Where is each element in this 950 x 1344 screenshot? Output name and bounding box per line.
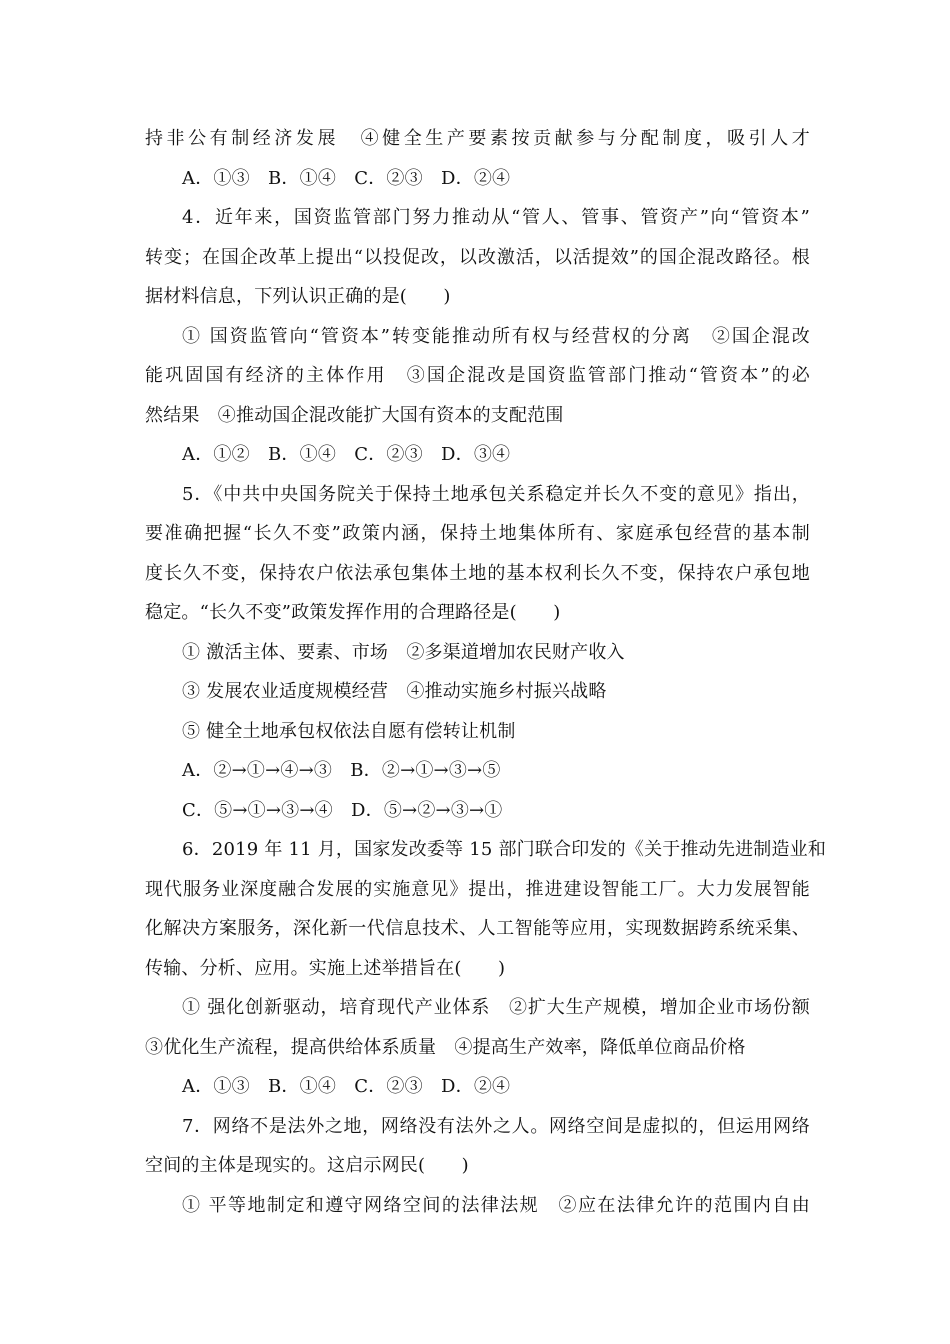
answer-options: A．①② B．①④ C．②③ D．③④ (182, 444, 511, 465)
question-7-stem: 7．网络不是法外之地，网络没有法外之人。网络空间是虚拟的，但运用网络 (182, 1116, 810, 1137)
statement-line: ③优化生产流程，提高供给体系质量 ④提高生产效率，降低单位商品价格 (145, 1037, 746, 1058)
statement-line: ⑤ 健全土地承包权依法自愿有偿转让机制 (182, 721, 516, 742)
answer-options: A．①③ B．①④ C．②③ D．②④ (182, 1076, 511, 1097)
text-line: 度长久不变，保持农户依法承包集体土地的基本权利长久不变，保持农户承包地 (145, 563, 810, 584)
text-line: 然结果 ④推动国企混改能扩大国有资本的支配范围 (145, 405, 564, 426)
text-line: 持非公有制经济发展 ④健全生产要素按贡献参与分配制度，吸引人才 (145, 128, 810, 149)
text-line: 稳定。“长久不变”政策发挥作用的合理路径是( ) (145, 602, 561, 623)
question-6-stem: 6．2019 年 11 月，国家发改委等 15 部门联合印发的《关于推动先进制造业和 (182, 839, 827, 860)
text-line: 据材料信息，下列认识正确的是( ) (145, 286, 451, 307)
answer-options: C．⑤→①→③→④ D．⑤→②→③→① (182, 800, 503, 821)
text-line: 转变；在国企改革上提出“以投促改，以改激活，以活提效”的国企混改路径。根 (145, 247, 810, 268)
question-4-stem: 4．近年来，国资监管部门努力推动从“管人、管事、管资产”向“管资本” (182, 207, 810, 228)
text-line: 现代服务业深度融合发展的实施意见》提出，推进建设智能工厂。大力发展智能 (145, 879, 810, 900)
text-line: 传输、分析、应用。实施上述举措旨在( ) (145, 958, 506, 979)
statement-line: ① 平等地制定和遵守网络空间的法律法规 ②应在法律允许的范围内自由 (182, 1195, 810, 1216)
answer-options: A．②→①→④→③ B．②→①→③→⑤ (182, 760, 501, 781)
statement-line: ① 国资监管向“管资本”转变能推动所有权与经营权的分离 ②国企混改 (182, 326, 810, 347)
text-line: 能巩固国有经济的主体作用 ③国企混改是国资监管部门推动“管资本”的必 (145, 365, 810, 386)
answer-options: A．①③ B．①④ C．②③ D．②④ (182, 168, 511, 189)
text-line: 空间的主体是现实的。这启示网民( ) (145, 1155, 469, 1176)
question-5-stem: 5．《中共中央国务院关于保持土地承包关系稳定并长久不变的意见》指出， (182, 484, 810, 505)
statement-line: ① 强化创新驱动，培育现代产业体系 ②扩大生产规模，增加企业市场份额 (182, 997, 810, 1018)
text-line: 化解决方案服务，深化新一代信息技术、人工智能等应用，实现数据跨系统采集、 (145, 918, 810, 939)
text-line: 要准确把握“长久不变”政策内涵，保持土地集体所有、家庭承包经营的基本制 (145, 523, 810, 544)
statement-line: ① 激活主体、要素、市场 ②多渠道增加农民财产收入 (182, 642, 625, 663)
statement-line: ③ 发展农业适度规模经营 ④推动实施乡村振兴战略 (182, 681, 607, 702)
